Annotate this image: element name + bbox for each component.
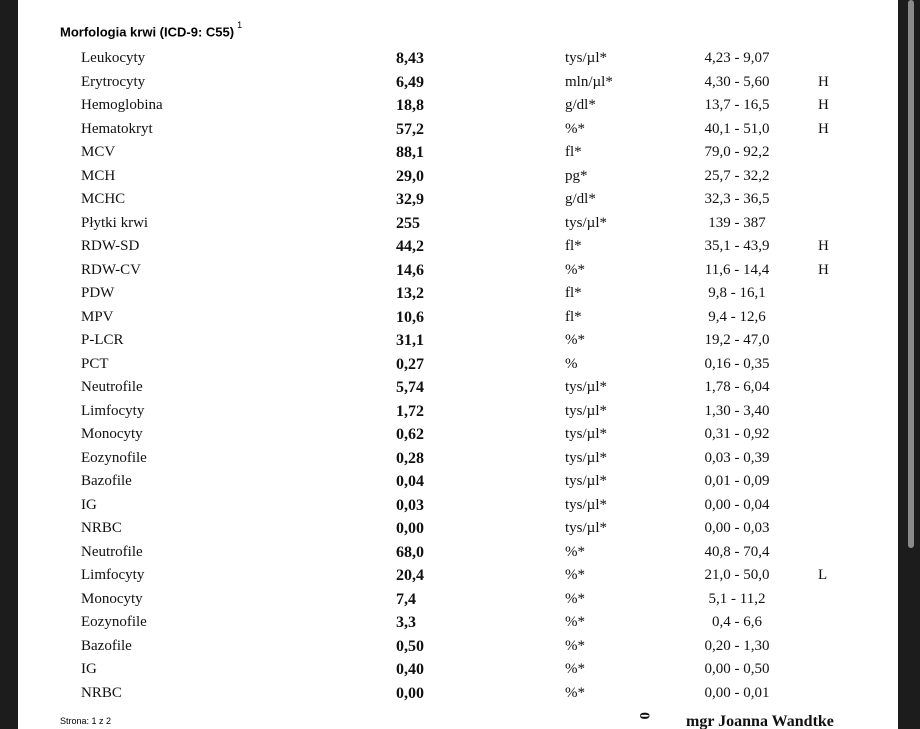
test-name: RDW-SD — [81, 238, 140, 254]
reference-range: 21,0 - 50,0 — [704, 567, 770, 583]
result-value: 32,9 — [396, 191, 424, 208]
result-flag: H — [818, 120, 829, 137]
result-value: 3,3 — [396, 614, 416, 631]
result-flag: L — [818, 567, 828, 583]
table-row — [18, 541, 898, 565]
test-name: Leukocyty — [81, 50, 146, 66]
test-name: Hematokryt — [81, 120, 153, 137]
table-row — [18, 635, 898, 659]
test-name: NRBC — [81, 520, 122, 536]
reference-range: 0,00 - 0,50 — [704, 661, 770, 677]
document-page — [18, 0, 898, 729]
reference-range: 1,78 - 6,04 — [704, 379, 770, 395]
result-unit: pg* — [565, 167, 588, 184]
result-value: 13,2 — [396, 285, 424, 302]
result-unit: tys/µl* — [565, 402, 607, 419]
result-unit: %* — [565, 567, 585, 583]
test-name: IG — [81, 496, 97, 513]
table-row — [18, 235, 898, 259]
reference-range: 4,23 - 9,07 — [704, 50, 770, 66]
reference-range: 0,01 - 0,09 — [704, 473, 770, 489]
table-row — [18, 329, 898, 353]
result-unit: tys/µl* — [565, 520, 607, 536]
table-row — [18, 376, 898, 400]
table-row — [18, 47, 898, 71]
table-row — [18, 564, 898, 588]
result-unit: %* — [565, 684, 585, 701]
table-row — [18, 517, 898, 541]
reference-range: 4,30 - 5,60 — [704, 73, 770, 90]
signature-name: mgr Joanna Wandtke — [686, 713, 834, 729]
result-unit: mln/µl* — [565, 73, 613, 90]
reference-range: 0,03 - 0,39 — [704, 449, 770, 466]
reference-range: 11,6 - 14,4 — [704, 261, 770, 278]
test-name: Bazofile — [81, 637, 132, 654]
test-name: Neutrofile — [81, 543, 143, 560]
test-name: RDW-CV — [81, 261, 141, 278]
test-name: MPV — [81, 308, 114, 325]
result-value: 0,27 — [396, 355, 424, 373]
reference-range: 32,3 - 36,5 — [704, 191, 770, 207]
test-name: Hemoglobina — [81, 97, 163, 113]
result-unit: fl* — [565, 285, 582, 301]
reference-range: 79,0 - 92,2 — [704, 144, 770, 160]
result-unit: tys/µl* — [565, 214, 607, 231]
page-number: Strona: 1 z 2 — [60, 716, 112, 726]
result-unit: %* — [565, 590, 585, 607]
section-title — [60, 20, 243, 40]
table-row — [18, 611, 898, 635]
result-unit: tys/µl* — [565, 426, 607, 442]
table-row — [18, 447, 898, 471]
test-name: Eozynofile — [81, 449, 147, 466]
result-value: 7,4 — [396, 590, 416, 608]
result-value: 1,72 — [396, 402, 424, 420]
table-row — [18, 212, 898, 236]
test-name: Monocyty — [81, 426, 143, 442]
result-value: 14,6 — [396, 261, 424, 279]
test-name: Monocyty — [81, 590, 143, 607]
reference-range: 139 - 387 — [708, 214, 766, 231]
table-row — [18, 188, 898, 212]
result-value: 0,04 — [396, 473, 424, 490]
result-unit: %* — [565, 332, 585, 348]
result-value: 44,2 — [396, 238, 424, 255]
result-value: 20,4 — [396, 567, 424, 584]
table-row — [18, 353, 898, 377]
test-name: Erytrocyty — [81, 73, 146, 90]
table-row — [18, 470, 898, 494]
reference-range: 0,00 - 0,03 — [704, 520, 770, 536]
result-flag: H — [818, 261, 829, 278]
table-row — [18, 141, 898, 165]
table-row — [18, 118, 898, 142]
reference-range: 9,4 - 12,6 — [708, 308, 766, 325]
test-name: Bazofile — [81, 473, 132, 489]
results-table — [18, 47, 898, 705]
result-value: 0,00 — [396, 520, 424, 537]
reference-range: 40,1 - 51,0 — [704, 120, 770, 137]
cut-off-character: 0 — [636, 712, 652, 720]
result-unit: %* — [565, 120, 585, 137]
test-name: MCHC — [81, 191, 126, 207]
result-flag: H — [818, 73, 829, 90]
table-row — [18, 682, 898, 706]
result-unit: fl* — [565, 308, 582, 325]
reference-range: 9,8 - 16,1 — [708, 285, 766, 301]
result-value: 29,0 — [396, 167, 424, 185]
table-row — [18, 71, 898, 95]
table-row — [18, 165, 898, 189]
result-unit: fl* — [565, 238, 582, 254]
section-title-text: Morfologia krwi (ICD-9: C55) — [60, 24, 235, 40]
test-name: NRBC — [81, 684, 122, 701]
table-row — [18, 658, 898, 682]
result-value: 5,74 — [396, 379, 424, 396]
reference-range: 13,7 - 16,5 — [704, 97, 770, 113]
result-value: 88,1 — [396, 144, 424, 161]
reference-range: 1,30 - 3,40 — [704, 402, 770, 419]
table-row — [18, 423, 898, 447]
reference-range: 0,16 - 0,35 — [704, 355, 770, 372]
reference-range: 0,4 - 6,6 — [712, 614, 762, 630]
reference-range: 40,8 - 70,4 — [704, 543, 770, 560]
test-name: PDW — [81, 285, 115, 301]
result-value: 0,62 — [396, 426, 424, 443]
result-value: 68,0 — [396, 543, 424, 561]
table-row — [18, 94, 898, 118]
test-name: Płytki krwi — [81, 214, 149, 231]
result-value: 0,00 — [396, 684, 424, 702]
result-flag: H — [818, 97, 829, 113]
result-unit: %* — [565, 661, 585, 677]
test-name: Limfocyty — [81, 402, 145, 419]
result-unit: g/dl* — [565, 97, 596, 113]
result-unit: fl* — [565, 144, 582, 160]
reference-range: 25,7 - 32,2 — [704, 167, 770, 184]
result-value: 10,6 — [396, 308, 424, 326]
result-value: 0,03 — [396, 496, 424, 514]
test-name: Neutrofile — [81, 379, 143, 395]
test-name: MCV — [81, 144, 116, 160]
table-row — [18, 259, 898, 283]
result-value: 8,43 — [396, 50, 424, 67]
scrollbar[interactable] — [906, 0, 916, 729]
result-value: 18,8 — [396, 97, 424, 114]
result-unit: tys/µl* — [565, 379, 607, 395]
result-value: 0,28 — [396, 449, 424, 467]
table-row — [18, 306, 898, 330]
table-row — [18, 494, 898, 518]
result-value: 57,2 — [396, 120, 424, 138]
reference-range: 35,1 - 43,9 — [704, 238, 770, 254]
result-unit: tys/µl* — [565, 473, 607, 489]
reference-range: 5,1 - 11,2 — [708, 590, 766, 607]
reference-range: 0,31 - 0,92 — [704, 426, 770, 442]
result-value: 0,40 — [396, 661, 424, 678]
test-name: PCT — [81, 355, 109, 372]
test-name: Limfocyty — [81, 567, 145, 583]
result-unit: %* — [565, 637, 585, 654]
test-name: P-LCR — [81, 332, 124, 348]
reference-range: 0,00 - 0,04 — [704, 496, 770, 513]
table-row — [18, 588, 898, 612]
result-value: 6,49 — [396, 73, 424, 91]
result-value: 255 — [396, 214, 420, 232]
reference-range: 0,20 - 1,30 — [704, 637, 770, 654]
reference-range: 19,2 - 47,0 — [704, 332, 770, 348]
result-unit: g/dl* — [565, 191, 596, 207]
test-name: IG — [81, 661, 97, 677]
result-flag: H — [818, 238, 829, 254]
result-unit: %* — [565, 543, 585, 560]
table-row — [18, 282, 898, 306]
result-unit: tys/µl* — [565, 496, 607, 513]
result-unit: %* — [565, 614, 585, 630]
table-row — [18, 400, 898, 424]
footnote-marker: 1 — [237, 20, 243, 30]
result-value: 0,50 — [396, 637, 424, 655]
result-unit: % — [565, 355, 578, 372]
test-name: Eozynofile — [81, 614, 147, 630]
result-value: 31,1 — [396, 332, 424, 349]
test-name: MCH — [81, 167, 116, 184]
result-unit: %* — [565, 261, 585, 278]
reference-range: 0,00 - 0,01 — [704, 684, 770, 701]
result-unit: tys/µl* — [565, 449, 607, 466]
result-unit: tys/µl* — [565, 50, 607, 66]
scrollbar-thumb[interactable] — [908, 0, 914, 548]
